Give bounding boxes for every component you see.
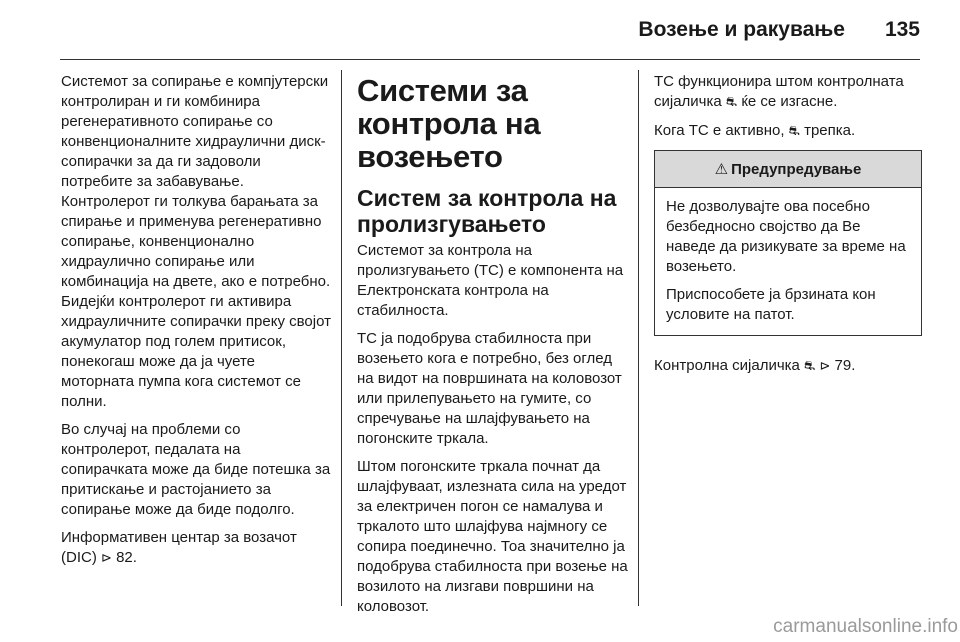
paragraph-braking-system: Системот за сопирање е компјутерски контролиран и ги комбинира регенеративното сопирање со конвенционалните хидраулични диск-сопирачки за да ги задоволи потребите за забавување. Контролерот ги толкува барањата за спирање и применува регенеративно сопирање, конвенционално хидраулично сопирање или комбинација на двете, ако е потребно. Бидејќи контролерот ги активира хидрауличните сопирачки преку својот акумулатор под голем притисок, понекогаш може да ја чуете моторната пумпа кога системот се полни. <box>61 73 331 410</box>
header-rule <box>60 59 920 60</box>
paragraph-controller-fault: Во случај на проблеми со контролерот, педалата на сопирачката може да биде потешка за притискање и растојанието за сопирање може да биде подолго. <box>61 421 331 518</box>
section-heading: Системи за контрола на возењето <box>357 73 541 174</box>
header-title: Возење и ракување <box>638 18 845 41</box>
paragraph-tc-operation: Штом погонските тркала почнат да шлајфуваат, излезната сила на уредот за електричен погон се намалува и тркалото што шлајфува најмногу се сопира поединечно. Тоа значително ја подобрува стабилноста при возење на возилото на лизгави површини на коловозот. <box>357 458 628 615</box>
page-header <box>0 0 960 60</box>
subsection-heading: Систем за контрола на пролизгувањето <box>357 185 617 237</box>
dic-reference-text: Информативен центар за возачот (DIC) <box>61 529 297 566</box>
page-ref-arrow-icon: ⊳ <box>819 359 831 374</box>
warning-triangle-icon: ⚠ <box>714 160 729 178</box>
tc-active-text-a: Кога TC е активно, <box>654 122 785 139</box>
warning-paragraph: Не дозволувајте ова посебно безбедносно својство да Ве наведе да ризикувате за време на возењето. <box>666 198 906 275</box>
control-light-reference-text: Контролна сијаличка <box>654 357 800 374</box>
tc-warning-light-icon: ⛐ <box>725 95 738 110</box>
warning-title: Предупредување <box>731 161 862 178</box>
column-middle <box>357 70 632 625</box>
dic-reference <box>61 528 331 569</box>
column-divider-right <box>638 70 639 606</box>
tc-functioning-text-a: TC функционира штом контролната сијаличка <box>654 73 904 110</box>
watermark: carmanualsonline.info <box>773 616 958 637</box>
tc-warning-light-icon: ⛐ <box>804 359 816 374</box>
paragraph-tc-functioning <box>654 72 924 113</box>
tc-warning-light-icon: ⛐ <box>788 124 800 139</box>
column-divider-left <box>341 70 342 606</box>
warning-box <box>654 150 922 336</box>
warning-paragraph: Приспособете ја брзината кон условите на патот. <box>666 286 876 323</box>
paragraph-tc-intro: Системот за контрола на пролизгувањето (TC) е компонента на Електронската контрола на стабилноста. <box>357 242 624 319</box>
control-light-reference-page[interactable]: 79. <box>834 357 856 374</box>
page-number: 135 <box>884 18 920 41</box>
paragraph-tc-active <box>654 121 924 142</box>
column-right <box>654 72 924 385</box>
page-ref-arrow-icon: ⊳ <box>101 551 112 566</box>
column-left <box>61 72 331 577</box>
control-light-reference <box>654 356 924 377</box>
tc-active-text-b: трепка. <box>804 122 856 139</box>
warning-body <box>655 188 921 335</box>
tc-functioning-text-b: ќе се изгасне. <box>741 93 838 110</box>
dic-reference-page[interactable]: 82. <box>116 549 137 566</box>
warning-header <box>655 151 921 188</box>
paragraph-tc-stability: TC ја подобрува стабилноста при возењето кога е потребно, без оглед на видот на површината на коловозот или прилепувањето на гумите, со спречување на шлајфувањето на погонските тркала. <box>357 330 622 447</box>
